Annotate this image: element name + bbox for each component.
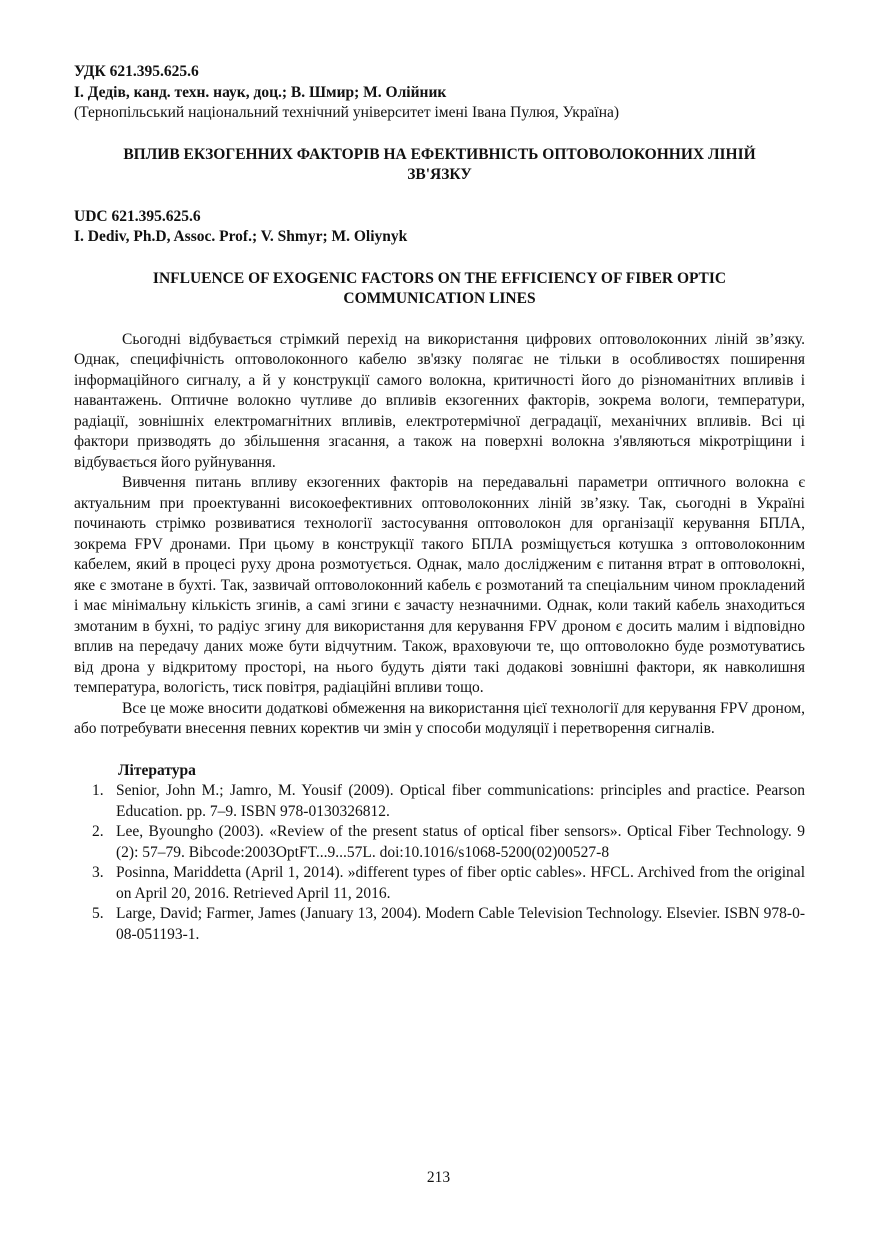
authors-ua: І. Дедів, канд. техн. наук, доц.; В. Шмир; М. Олійник xyxy=(74,83,447,101)
title-ua: ВПЛИВ ЕКЗОГЕННИХ ФАКТОРІВ НА ЕФЕКТИВНІСТЬ ОПТОВОЛОКОННИХ ЛІНІЙ ЗВ'ЯЗКУ xyxy=(123,145,756,183)
reference-number: 5. xyxy=(92,905,104,922)
reference-number: 1. xyxy=(92,782,104,799)
reference-item xyxy=(74,781,805,822)
authors-en: I. Dediv, Ph.D, Assoc. Prof.; V. Shmyr; M. Oliynyk xyxy=(74,228,408,245)
body-text xyxy=(74,330,805,740)
reference-number: 3. xyxy=(92,864,104,881)
udk-code: УДК 621.395.625.6 xyxy=(74,63,199,80)
reference-text: Lee, Byoungho (2003). «Review of the present status of optical fiber sensors». Optical Fiber Technology. 9 (2): 57–79. Bibcode:2003OptFT...9...57L. doi:10.1016/s1068-5200(02)00527-8 xyxy=(116,823,805,861)
reference-text: Posinna, Mariddetta (April 1, 2014). »different types of fiber optic cables». HFCL. Archived from the original on April 20, 2016. Retrieved April 11, 2016. xyxy=(116,864,805,902)
paragraph: Сьогодні відбувається стрімкий перехід на використання цифрових оптоволоконних ліній зв’язку. Однак, специфічність оптоволоконного кабелю зв'язку полягає не тільки в особливостях поширення інформаційного сигналу, а й у конструкції самого волокна, критичності його до різноманітних впливів і навантажень. Оптичне волокно чутливе до впливів екзогенних факторів, зокрема вологи, температури, радіації, зовнішніх електромагнітних впливів, електротермічної деградації, механічних впливів. Всі ці фактори призводять до збільшення згасання, а також на поверхні волокна з'являються мікротріщини і відбувається його руйнування. xyxy=(74,330,805,471)
paragraph: Все це може вносити додаткові обмеження на використання цієї технології для керування FPV дроном, або потребувати внесення певних коректив чи змін у способи модуляції і перетворення сигналів. xyxy=(74,699,805,737)
reference-item xyxy=(74,904,805,945)
references xyxy=(74,761,805,946)
reference-list xyxy=(74,781,805,945)
reference-item xyxy=(74,822,805,863)
en-header xyxy=(74,207,805,310)
paragraph: Вивчення питань впливу екзогенних факторів на передавальні параметри оптичного волокна є актуальним при проектуванні високоефективних оптоволоконних ліній зв’язку. Так, сьогодні в Україні починають стрімко розвиватися технології застосування оптоволокон для організації керування БПЛА, зокрема FPV дронами. При цьому в конструкції такого БПЛА розміщується котушка з оптоволоконним кабелем, який в процесі руху дрона розмотується. Однак, мало дослідженим є питання втрат в оптоволокні, яке є змотане в бухті. Так, зазвичай оптоволоконний кабель є розмотаний та спеціальним чином прокладений і має мінімальну кількість згинів, а самі згини є зачасту незначними. Однак, коли такий кабель знаходиться змотаним в бухні, то радіус згину для використання для керування FPV дроном є досить малим і відповідно вплив на передачу даних може бути відчутним. Також, враховуючи те, що оптоволокно буде розмотуватись від дрона у відкритому просторі, на нього будуть діяти такі додакові зовнішні фактори, як навколишня температура, вологість, тиск повітря, радіаційні впливи тощо. xyxy=(74,474,805,696)
udc-code: UDC 621.395.625.6 xyxy=(74,207,201,225)
affiliation: (Тернопільський національний технічний університет імені Івана Пулюя, Україна) xyxy=(74,104,620,121)
title-en: INFLUENCE OF EXOGENIC FACTORS ON THE EFFICIENCY OF FIBER OPTIC COMMUNICATION LINES xyxy=(152,269,727,307)
reference-item xyxy=(74,863,805,904)
page-number: 213 xyxy=(426,1169,451,1186)
ua-header xyxy=(74,62,805,186)
reference-text: Senior, John M.; Jamro, M. Yousif (2009). Optical fiber communications: principles and practice. Pearson Education. pp. 7–9. ISBN 978-0130326812. xyxy=(116,782,805,820)
paper-page xyxy=(74,62,805,945)
references-heading: Література xyxy=(118,761,196,779)
reference-number: 2. xyxy=(92,823,104,840)
reference-text: Large, David; Farmer, James (January 13, 2004). Modern Cable Television Technology. Elsevier. ISBN 978-0-08-051193-1. xyxy=(116,905,805,943)
